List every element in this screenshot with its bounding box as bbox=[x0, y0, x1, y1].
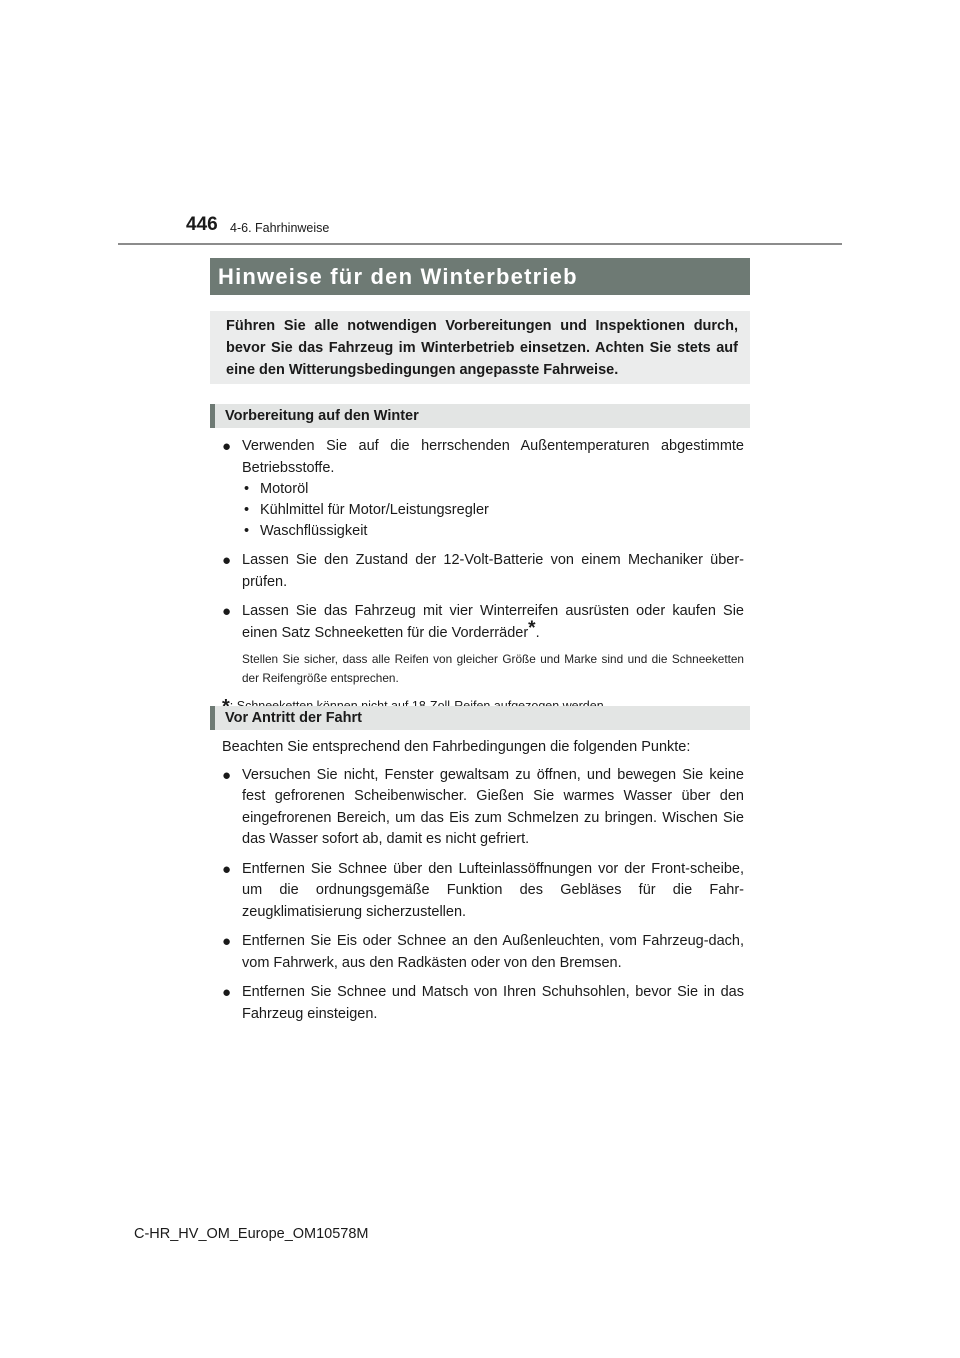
before-driving-content bbox=[222, 737, 744, 1033]
bullet-icon: ● bbox=[222, 933, 232, 950]
footnote-marker: * bbox=[528, 617, 536, 639]
sub-list-item bbox=[222, 500, 744, 521]
list-item-text: Lassen Sie den Zustand der 12-Volt-Batterie von einem Mechaniker über-prüfen. bbox=[242, 552, 744, 590]
section-heading-winter-preparation: Vorbereitung auf den Winter bbox=[210, 404, 750, 428]
sub-bullet-icon: • bbox=[244, 502, 250, 518]
bullet-icon: ● bbox=[222, 552, 232, 569]
list-item-text: Verwenden Sie auf die herrschenden Außentemperaturen abgestimmte Betriebsstoffe. bbox=[242, 438, 744, 476]
bullet-icon: ● bbox=[222, 860, 232, 878]
list-item-text: Lassen Sie das Fahrzeug mit vier Winterreifen ausrüsten oder kaufen Sie einen Satz Schneeketten für die Vorderräder bbox=[242, 603, 744, 641]
list-item-text: Versuchen Sie nicht, Fenster gewaltsam zu öffnen, und bewegen Sie keine fest gefrorenen Scheibenwischer. Gießen Sie warmes Wasser über den eingefrorenen Bereich, um das Eis zum Schmelzen zu bringen. Wischen Sie das Wasser sofort ab, damit es nicht gefriert. bbox=[242, 766, 744, 847]
list-item bbox=[222, 436, 744, 479]
intro-text: Führen Sie alle notwendigen Vorbereitungen und Inspektionen durch, bevor Sie das Fahrzeug im Winterbetrieb einsetzen. Achten Sie stets auf eine den Witterungsbedingungen angepasste Fahrweise. bbox=[226, 318, 738, 378]
section-heading-before-driving: Vor Antritt der Fahrt bbox=[210, 706, 750, 730]
page-title: Hinweise für den Winterbetrieb bbox=[210, 258, 750, 295]
header-divider bbox=[118, 243, 842, 245]
bullet-icon: ● bbox=[222, 603, 232, 620]
list-item-text: Entfernen Sie Schnee und Matsch von Ihren Schuhsohlen, bevor Sie in das Fahrzeug einsteigen. bbox=[242, 984, 744, 1022]
list-item bbox=[222, 931, 744, 974]
bullet-icon: ● bbox=[222, 984, 232, 1001]
list-item bbox=[222, 859, 744, 924]
sub-list-item bbox=[222, 521, 744, 542]
sub-bullet-icon: • bbox=[244, 481, 250, 497]
intro-box bbox=[210, 311, 750, 384]
list-item bbox=[222, 550, 744, 593]
footer-document-id: C-HR_HV_OM_Europe_OM10578M bbox=[134, 1226, 369, 1242]
sub-list-item-text: Motoröl bbox=[260, 481, 309, 497]
list-item bbox=[222, 982, 744, 1025]
page-number: 446 bbox=[186, 214, 218, 235]
sub-list-item-text: Waschflüssigkeit bbox=[260, 523, 368, 539]
sub-list-item bbox=[222, 479, 744, 500]
list-item-end: . bbox=[535, 624, 540, 641]
note-text: Stellen Sie sicher, dass alle Reifen von gleicher Größe und Marke sind und die Schneeketten der Reifengröße entsprechen. bbox=[242, 652, 744, 685]
sub-list-item-text: Kühlmittel für Motor/Leistungsregler bbox=[260, 502, 489, 518]
list-item bbox=[222, 601, 744, 644]
section-reference: 4-6. Fahrhinweise bbox=[230, 221, 330, 235]
winter-preparation-content bbox=[222, 436, 744, 717]
lead-text: Beachten Sie entsprechend den Fahrbedingungen die folgenden Punkte: bbox=[222, 739, 691, 755]
bullet-icon: ● bbox=[222, 766, 232, 784]
list-item-text: Entfernen Sie Eis oder Schnee an den Außenleuchten, vom Fahrzeug-dach, vom Fahrwerk, aus den Radkästen oder von den Bremsen. bbox=[242, 933, 744, 971]
list-item bbox=[222, 765, 744, 851]
list-item-text: Entfernen Sie Schnee über den Lufteinlassöffnungen vor der Front-scheibe, um die ordnungsgemäße Funktion des Gebläses für die Fahr-zeugklimatisierung sicherzustellen. bbox=[242, 860, 744, 920]
sub-bullet-icon: • bbox=[244, 523, 250, 539]
bullet-icon: ● bbox=[222, 438, 232, 455]
